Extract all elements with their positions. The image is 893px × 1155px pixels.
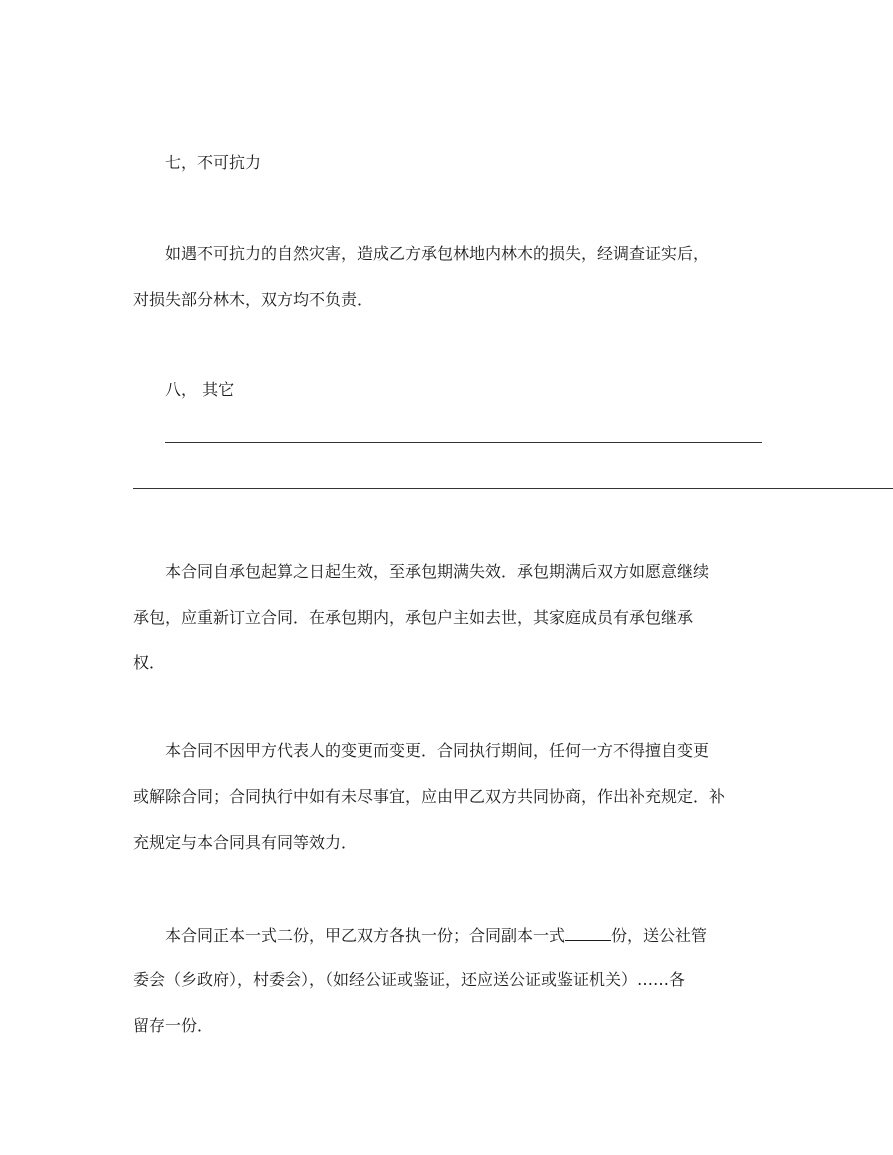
paragraph-3-line-1: [165, 924, 707, 946]
copies-blank-field: [565, 924, 611, 941]
paragraph-3-line-2: 委会（乡政府），村委会），（如经公证或鉴证，还应送公证或鉴证机关）……各: [133, 970, 686, 989]
section-7-heading: 七，不可抗力: [165, 153, 262, 172]
paragraph-3-line-3: 留存一份．: [133, 1016, 214, 1035]
paragraph-3-line-1-before: 本合同正本一式二份，甲乙双方各执一份；合同副本一式: [165, 926, 566, 945]
paragraph-2-line-3: 充规定与本合同具有同等效力．: [133, 833, 358, 852]
paragraph-1-line-2: 承包，应重新订立合同．在承包期内，承包户主如去世，其家庭成员有承包继承: [133, 608, 694, 627]
section-7-line-2: 对损失部分林木，双方均不负责．: [133, 290, 374, 309]
section-8-heading: 八， 其它: [165, 380, 235, 399]
paragraph-2-line-2: 或解除合同；合同执行中如有未尽事宜，应由甲乙双方共同协商，作出补充规定．补: [133, 787, 726, 806]
paragraph-1-line-3: 权．: [133, 653, 166, 672]
section-7-line-1: 如遇不可抗力的自然灾害，造成乙方承包林地内林木的损失，经调查证实后，: [165, 244, 710, 263]
blank-fill-line-2: [133, 488, 893, 489]
paragraph-3-line-1-after: 份，送公社管: [611, 926, 708, 945]
blank-fill-line-1: [165, 442, 762, 443]
paragraph-1-line-1: 本合同自承包起算之日起生效，至承包期满失效．承包期满后双方如愿意继续: [165, 562, 710, 581]
paragraph-2-line-1: 本合同不因甲方代表人的变更而变更．合同执行期间，任何一方不得擅自变更: [165, 741, 710, 760]
